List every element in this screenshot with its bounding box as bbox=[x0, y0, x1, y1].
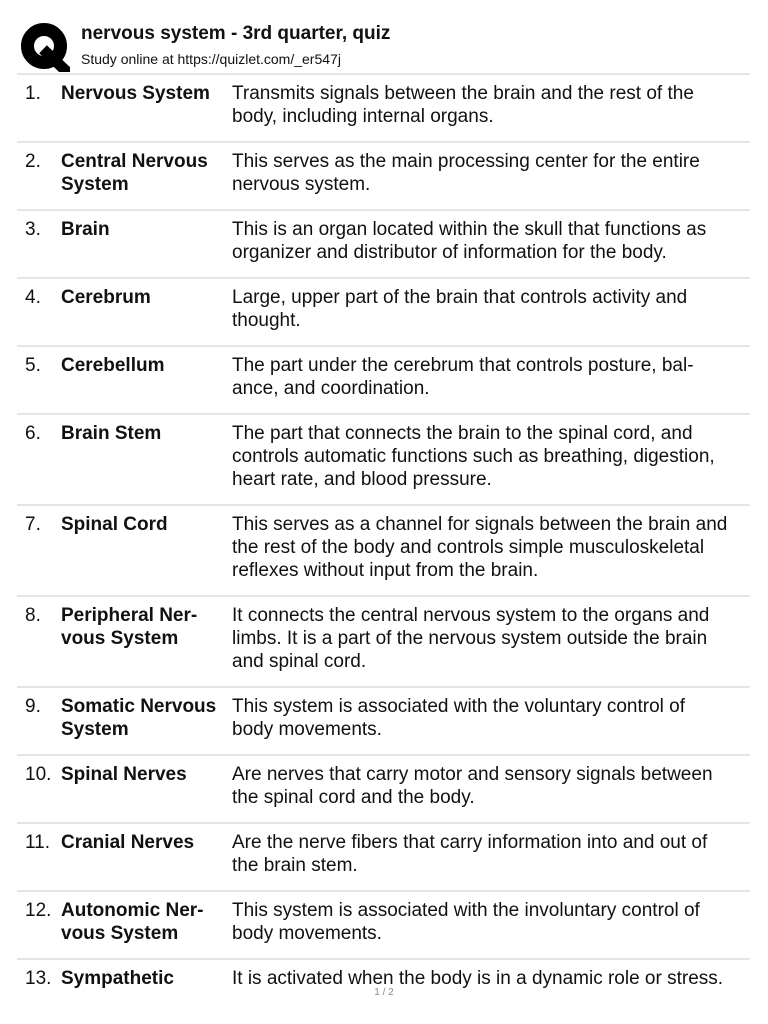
term-name: Cerebrum bbox=[61, 287, 151, 308]
term-name: Nervous System bbox=[61, 83, 210, 104]
term-number: 12. bbox=[25, 900, 52, 921]
term-name: Central Nervous System bbox=[61, 151, 208, 195]
term-definition: This system is associated with the voluntary control of body movements. bbox=[232, 696, 686, 740]
term-definition: Transmits signals between the brain and the rest of the body, including internal organs. bbox=[232, 83, 694, 127]
term-definition: This serves as a channel for signals between the brain and the rest of the body and controls simple musculoskeletal reflexes without input from the brain. bbox=[232, 514, 728, 581]
term-row bbox=[17, 277, 750, 345]
term-number: 9. bbox=[25, 696, 41, 717]
term-list bbox=[17, 73, 750, 1003]
term-name: Autonomic Ner- vous System bbox=[61, 900, 204, 944]
term-definition: It is activated when the body is in a dynamic role or stress. bbox=[232, 968, 724, 989]
term-row bbox=[17, 73, 750, 141]
page-number: 1 / 2 bbox=[374, 987, 394, 998]
term-name: Peripheral Ner- vous System bbox=[61, 605, 198, 649]
term-number: 5. bbox=[25, 355, 41, 376]
term-name: Somatic Nervous System bbox=[61, 696, 217, 740]
term-definition: This is an organ located within the skull that functions as organizer and distributor of information for the body. bbox=[232, 219, 707, 263]
term-number: 11. bbox=[25, 832, 51, 853]
term-number: 2. bbox=[25, 151, 41, 172]
term-definition: The part under the cerebrum that controls posture, bal- ance, and coordination. bbox=[232, 355, 694, 399]
term-number: 7. bbox=[25, 514, 41, 535]
term-name: Cerebellum bbox=[61, 355, 165, 376]
term-number: 4. bbox=[25, 287, 41, 308]
term-row bbox=[17, 595, 750, 686]
term-name: Brain bbox=[61, 219, 110, 240]
term-number: 6. bbox=[25, 423, 41, 444]
term-row bbox=[17, 345, 750, 413]
term-name: Cranial Nerves bbox=[61, 832, 195, 853]
term-row bbox=[17, 209, 750, 277]
term-row bbox=[17, 890, 750, 958]
term-row bbox=[17, 754, 750, 822]
term-definition: This system is associated with the involuntary control of body movements. bbox=[232, 900, 700, 944]
term-row bbox=[17, 686, 750, 754]
term-definition: Are nerves that carry motor and sensory signals between the spinal cord and the body. bbox=[232, 764, 713, 808]
term-name: Spinal Cord bbox=[61, 514, 168, 535]
term-name: Brain Stem bbox=[61, 423, 162, 444]
term-name: Spinal Nerves bbox=[61, 764, 187, 785]
term-row bbox=[17, 822, 750, 890]
term-number: 1. bbox=[25, 83, 41, 104]
study-online-link-text[interactable]: Study online at https://quizlet.com/_er547j bbox=[81, 51, 341, 67]
term-definition: It connects the central nervous system to the organs and limbs. It is a part of the nervous system outside the brain and spinal cord. bbox=[232, 605, 710, 672]
term-definition: Are the nerve fibers that carry information into and out of the brain stem. bbox=[232, 832, 708, 876]
term-row bbox=[17, 413, 750, 504]
term-definition: The part that connects the brain to the spinal cord, and controls automatic functions such as breathing, digestion, heart rate, and blood pressure. bbox=[232, 423, 715, 490]
term-row bbox=[17, 504, 750, 595]
term-number: 13. bbox=[25, 968, 52, 989]
term-number: 8. bbox=[25, 605, 41, 626]
term-row bbox=[17, 141, 750, 209]
quizlet-q-logo-icon bbox=[20, 22, 70, 72]
term-definition: Large, upper part of the brain that controls activity and thought. bbox=[232, 287, 688, 331]
term-number: 3. bbox=[25, 219, 41, 240]
document-title: nervous system - 3rd quarter, quiz bbox=[81, 23, 391, 44]
term-number: 10. bbox=[25, 764, 52, 785]
term-definition: This serves as the main processing center for the entire nervous system. bbox=[232, 151, 700, 195]
term-name: Sympathetic bbox=[61, 968, 174, 989]
